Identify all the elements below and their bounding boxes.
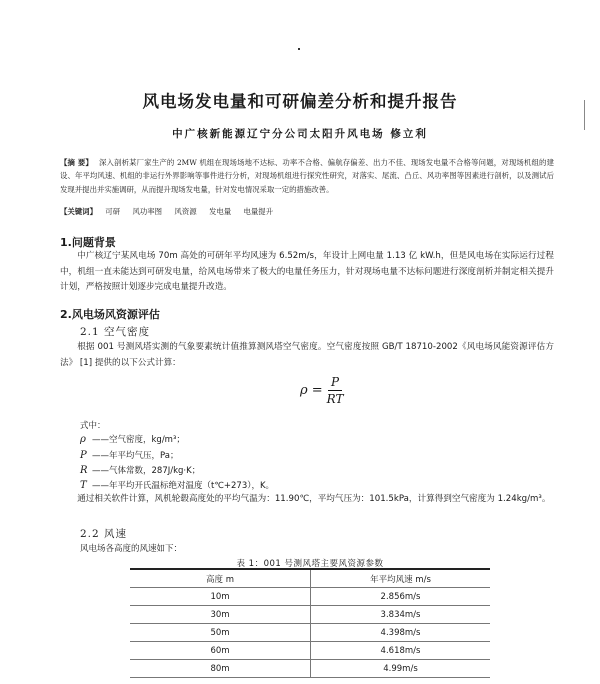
table-caption: 表 1：001 号测风塔主要风资源参数 <box>236 559 384 569</box>
variable-definition <box>80 479 274 491</box>
variable-definition <box>80 464 200 476</box>
keyword: 发电量 <box>208 207 232 216</box>
table-cell-speed: 2.856m/s <box>311 588 491 606</box>
variable-symbol: R <box>80 465 88 476</box>
section-2-2-text: 风电场各高度的风速如下： <box>80 544 183 554</box>
keyword: 风资源 <box>174 207 197 216</box>
formula-lhs: ρ = <box>300 383 323 398</box>
table-header-wind-speed: 年平均风速 m/s <box>311 569 491 588</box>
table-header-row <box>130 569 490 588</box>
keyword: 可研 <box>105 207 121 216</box>
table-cell-height: 30m <box>130 606 311 624</box>
air-density-formula <box>300 375 344 406</box>
table-row <box>130 642 490 660</box>
table-cell-height: 10m <box>130 588 311 606</box>
keywords <box>60 206 554 217</box>
variable-description: ——年平均气压，Pa； <box>92 451 179 461</box>
variable-description: ——年平均开氏温标绝对温度（t℃+273），K。 <box>92 481 275 491</box>
variable-description: ——空气密度，kg/m³； <box>92 435 185 445</box>
variable-description: ——气体常数，287J/kg·K； <box>92 466 201 476</box>
formula-denominator: RT <box>326 392 344 406</box>
section-1-text: 中广核辽宁某风电场 70m 高处的可研年平均风速为 6.52m/s，年设计上网电量 1.13 亿 kW.h，但是风电场在实际运行过程中，机组一直未能达到可研发电量，给风电场带来了极大的电量任务压力，针对现场电量不达标问题进行深度剖析并制定相关提升计划，严格按照计划逐步完成电量提升改造。 <box>60 251 554 292</box>
table-cell-height: 60m <box>130 642 311 660</box>
table-row <box>130 624 490 642</box>
wind-speed-table <box>130 568 490 678</box>
paper-authors: 中广核新能源辽宁分公司太阳升风电场 修立利 <box>172 128 428 140</box>
scan-speck <box>298 48 300 50</box>
keyword: 电量提升 <box>243 207 274 216</box>
section-2-heading: 2.风电场风资源评估 <box>60 308 160 321</box>
calculation-result-text: 通过相关软件计算，风机轮毂高度处的平均气温为：11.90℃，平均气压为：101.5kPa，计算得到空气密度为 1.24kg/m³。 <box>77 494 551 504</box>
variable-symbol: ρ <box>80 434 86 445</box>
table-header-height: 高度 m <box>130 569 311 588</box>
variable-definition <box>80 449 178 461</box>
section-2-1-heading: 2.1 空气密度 <box>80 326 151 338</box>
abstract-text: 深入剖析某厂家生产的 2MW 机组在现场场地不达标、功率不合格、偏航存偏差、出力不佳、现场发电量不合格等问题，对现场机组的建设、年平均风速、机组的非运行外界影响等事件进行分析，对现场机组进行探究性研究，对落实、尾流、凸丘、风功率图等因素进行剖析，以及测试后发现并提出并实施调研，从而提升现场发电量，针对发电情况采取一定的措施改善。 <box>60 158 554 194</box>
abstract-label: 【摘 要】 <box>60 158 93 167</box>
table-cell-height: 80m <box>130 660 311 678</box>
table-cell-speed: 4.398m/s <box>311 624 491 642</box>
abstract <box>60 156 554 196</box>
table-row <box>130 588 490 606</box>
keywords-label: 【关键词】 <box>60 207 97 216</box>
variable-definition <box>80 433 185 445</box>
table-row <box>130 660 490 678</box>
table-cell-speed: 4.618m/s <box>311 642 491 660</box>
section-2-1-text: 根据 001 号测风塔实测的气象要素统计值推算测风塔空气密度。空气密度按照 GB/T 18710-2002《风电场风能资源评估方法》 [1] 提供的以下公式计算： <box>60 342 554 368</box>
variable-symbol: T <box>80 480 87 491</box>
formula-numerator: P <box>328 375 342 391</box>
paper-title: 风电场发电量和可研偏差分析和提升报告 <box>142 92 458 111</box>
section-2-2-heading: 2.2 风速 <box>80 528 128 540</box>
where-label: 式中： <box>80 421 106 431</box>
table-row <box>130 606 490 624</box>
table-cell-height: 50m <box>130 624 311 642</box>
keyword: 风功率图 <box>132 207 163 216</box>
table-cell-speed: 3.834m/s <box>311 606 491 624</box>
variable-symbol: P <box>80 450 87 461</box>
section-1-heading: 1.问题背景 <box>60 236 116 249</box>
table-cell-speed: 4.99m/s <box>311 660 491 678</box>
formula-fraction <box>327 375 344 406</box>
